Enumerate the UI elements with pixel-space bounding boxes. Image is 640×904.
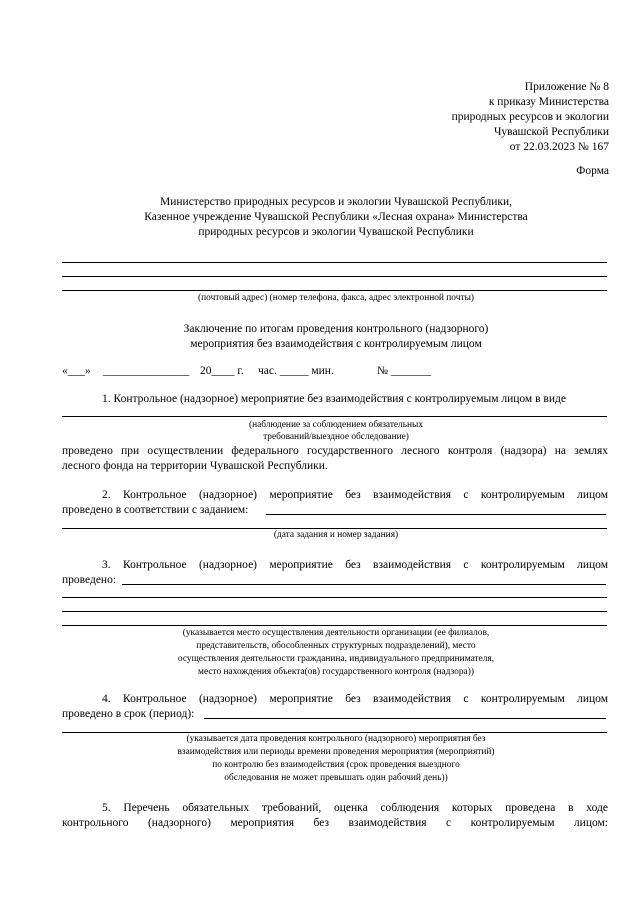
section2-line-1: 2. Контрольное (надзорное) мероприятие без взаимодействия с контролируемым лицом [102, 489, 608, 501]
date-day-field[interactable]: «___» [62, 365, 91, 377]
section3-fill-line-1[interactable] [62, 597, 607, 598]
section1-fill-line[interactable] [62, 416, 607, 417]
section1-caption-1: (наблюдение за соблюдением обязательных [248, 420, 424, 430]
section4-fill-line-inline[interactable] [204, 718, 606, 719]
section1-line-2: проведено при осуществлении федерального государственного лесного контроля (надзора) на землях [62, 445, 608, 457]
section4-caption-4: обследования не может превышать один рабочий день)) [224, 773, 448, 783]
section3-fill-line-3[interactable] [62, 625, 607, 626]
date-year-field[interactable]: 20____ г. [200, 365, 244, 377]
section4-caption-1: (указывается дата проведения контрольного (надзорного) мероприятия без [186, 734, 486, 744]
time-field[interactable]: час. _____ мин. [258, 365, 334, 377]
org-line-2: Казенное учреждение Чувашской Республики «Лесная охрана» Министерства [144, 211, 528, 223]
title-line-2: мероприятия без взаимодействия с контролируемым лицом [190, 338, 482, 350]
section3-caption-4: место нахождения объекта(ов) государственного контроля (надзора)) [198, 667, 474, 677]
order-date: от 22.03.2023 № 167 [509, 141, 609, 153]
address-caption: (почтовый адрес) (номер телефона, факса, адрес электронной почты) [198, 293, 474, 303]
section3-caption-1: (указывается место осуществления деятельности организации (ее филиалов, [182, 628, 490, 638]
section3-line-2: проведено: [62, 574, 117, 586]
section4-caption-3: по контролю без взаимодействия (срок проведения выездного [212, 760, 460, 770]
section3-fill-line-inline[interactable] [122, 584, 606, 585]
title-line-1: Заключение по итогам проведения контрольного (надзорного) [183, 323, 489, 335]
republic-line: Чувашской Республики [493, 126, 609, 138]
section1-line-1: 1. Контрольное (надзорное) мероприятие без взаимодействия с контролируемым лицом в виде [102, 393, 566, 405]
section4-line-2: проведено в срок (период): [62, 708, 195, 720]
section1-line-3: лесного фонда на территории Чувашской Республики. [62, 460, 328, 472]
section4-caption-2: взаимодействия или периоды времени проведения мероприятия (мероприятий) [177, 747, 495, 757]
section2-line-2: проведено в соответствии с заданием: [62, 504, 249, 516]
org-line-1: Министерство природных ресурсов и экологии Чувашской Республики, [160, 196, 512, 208]
section4-line-1: 4. Контрольное (надзорное) мероприятие без взаимодействия с контролируемым лицом [102, 693, 608, 705]
address-fill-line-3[interactable] [62, 290, 607, 291]
section5-line-1: 5. Перечень обязательных требований, оценка соблюдения которых проведена в ходе [102, 802, 608, 814]
date-month-field[interactable]: _______________ [103, 365, 190, 377]
section3-caption-2: представительств, обособленных структурных подразделений), место [196, 641, 476, 651]
section2-fill-line-inline[interactable] [266, 514, 606, 515]
section3-caption-3: осуществления деятельности гражданина, индивидуального предпринимателя, [177, 654, 495, 664]
number-field[interactable]: № _______ [377, 365, 432, 377]
section2-caption: (дата задания и номер задания) [273, 530, 399, 540]
form-label: Форма [576, 165, 609, 177]
appendix-number: Приложение № 8 [524, 81, 609, 93]
org-line-3: природных ресурсов и экологии Чувашской Республики [198, 226, 474, 238]
ministry-line: природных ресурсов и экологии [451, 111, 609, 123]
address-fill-line-2[interactable] [62, 276, 607, 277]
section3-fill-line-2[interactable] [62, 611, 607, 612]
address-fill-line-1[interactable] [62, 262, 607, 263]
order-reference: к приказу Министерства [488, 96, 609, 108]
section3-line-1: 3. Контрольное (надзорное) мероприятие без взаимодействия с контролируемым лицом [102, 559, 608, 571]
section1-caption-2: требований/выездное обследование) [263, 432, 409, 442]
section5-line-2: контрольного (надзорного) мероприятия без взаимодействия с контролируемым лицом: [62, 817, 608, 829]
